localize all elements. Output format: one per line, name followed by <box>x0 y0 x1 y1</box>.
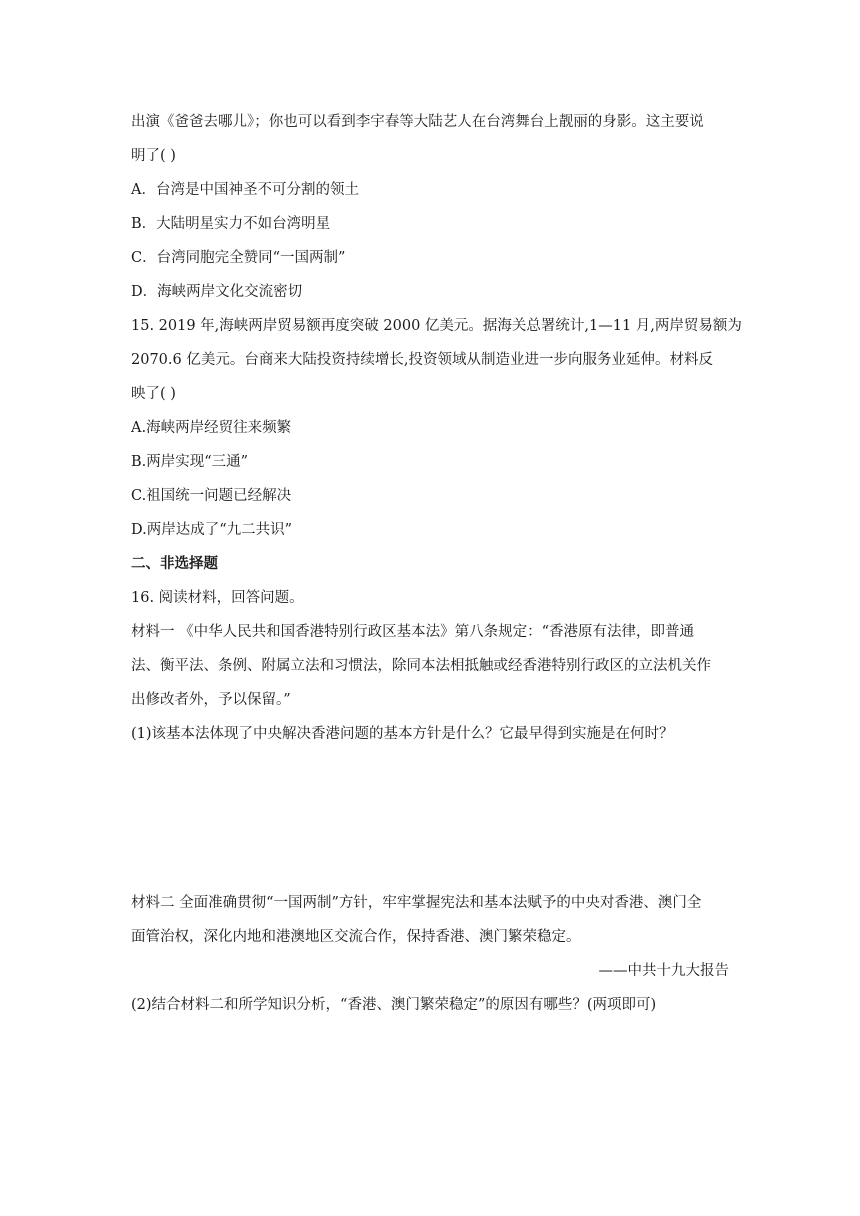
q16-material1-line-2: 法、衡平法、条例、附属立法和习惯法，除同本法相抵触或经香港特别行政区的立法机关作 <box>131 658 711 674</box>
q15-text-line-2: 2070.6 亿美元。台商来大陆投资持续增长,投资领域从制造业进一步向服务业延伸。材料反 <box>131 352 713 368</box>
q15-option-d: D.两岸达成了“九二共识” <box>131 522 293 538</box>
section-heading: 二、非选择题 <box>131 555 218 572</box>
q16-question-2: (2)结合材料二和所学知识分析，“香港、澳门繁荣稳定”的原因有哪些？(两项即可) <box>131 997 657 1013</box>
q16-material1-line-1: 材料一 《中华人民共和国香港特别行政区基本法》第八条规定：“香港原有法律，即普通 <box>131 624 695 640</box>
q14-text-line-2: 明了( ) <box>131 148 176 164</box>
q14-text-line-1: 出演《爸爸去哪儿》；你也可以看到李宇春等大陆艺人在台湾舞台上靓丽的身影。这主要说 <box>131 114 704 130</box>
q14-option-a: A．台湾是中国神圣不可分割的领土 <box>131 182 359 198</box>
q14-option-d: D．海峡两岸文化交流密切 <box>131 284 303 300</box>
q15-text-line-1: 15. 2019 年,海峡两岸贸易额再度突破 2000 亿美元。据海关总署统计,1—11 月,两岸贸易额为 <box>131 318 742 334</box>
q16-material2-line-1: 材料二 全面准确贯彻“一国两制”方针，牢牢掌握宪法和基本法赋予的中央对香港、澳门全 <box>131 895 702 911</box>
q16-material2-source: ——中共十九大报告 <box>598 963 729 979</box>
q15-option-a: A.海峡两岸经贸往来频繁 <box>131 420 292 436</box>
answer-space-1 <box>131 760 729 880</box>
q16-material1-line-3: 出修改者外，予以保留。” <box>131 692 291 708</box>
q14-option-b: B．大陆明星实力不如台湾明星 <box>131 216 331 232</box>
answer-space-2 <box>131 1030 729 1180</box>
q15-option-b: B.两岸实现“三通” <box>131 454 249 470</box>
q14-option-c: C．台湾同胞完全赞同“一国两制” <box>131 250 346 266</box>
q16-question-1: (1)该基本法体现了中央解决香港问题的基本方针是什么？它最早得到实施是在何时？ <box>131 726 674 742</box>
q15-text-line-3: 映了( ) <box>131 386 176 402</box>
q16-material2-line-2: 面管治权，深化内地和港澳地区交流合作，保持香港、澳门繁荣稳定。 <box>131 929 581 945</box>
q16-intro: 16. 阅读材料，回答问题。 <box>131 590 304 606</box>
q15-option-c: C.祖国统一问题已经解决 <box>131 488 292 504</box>
